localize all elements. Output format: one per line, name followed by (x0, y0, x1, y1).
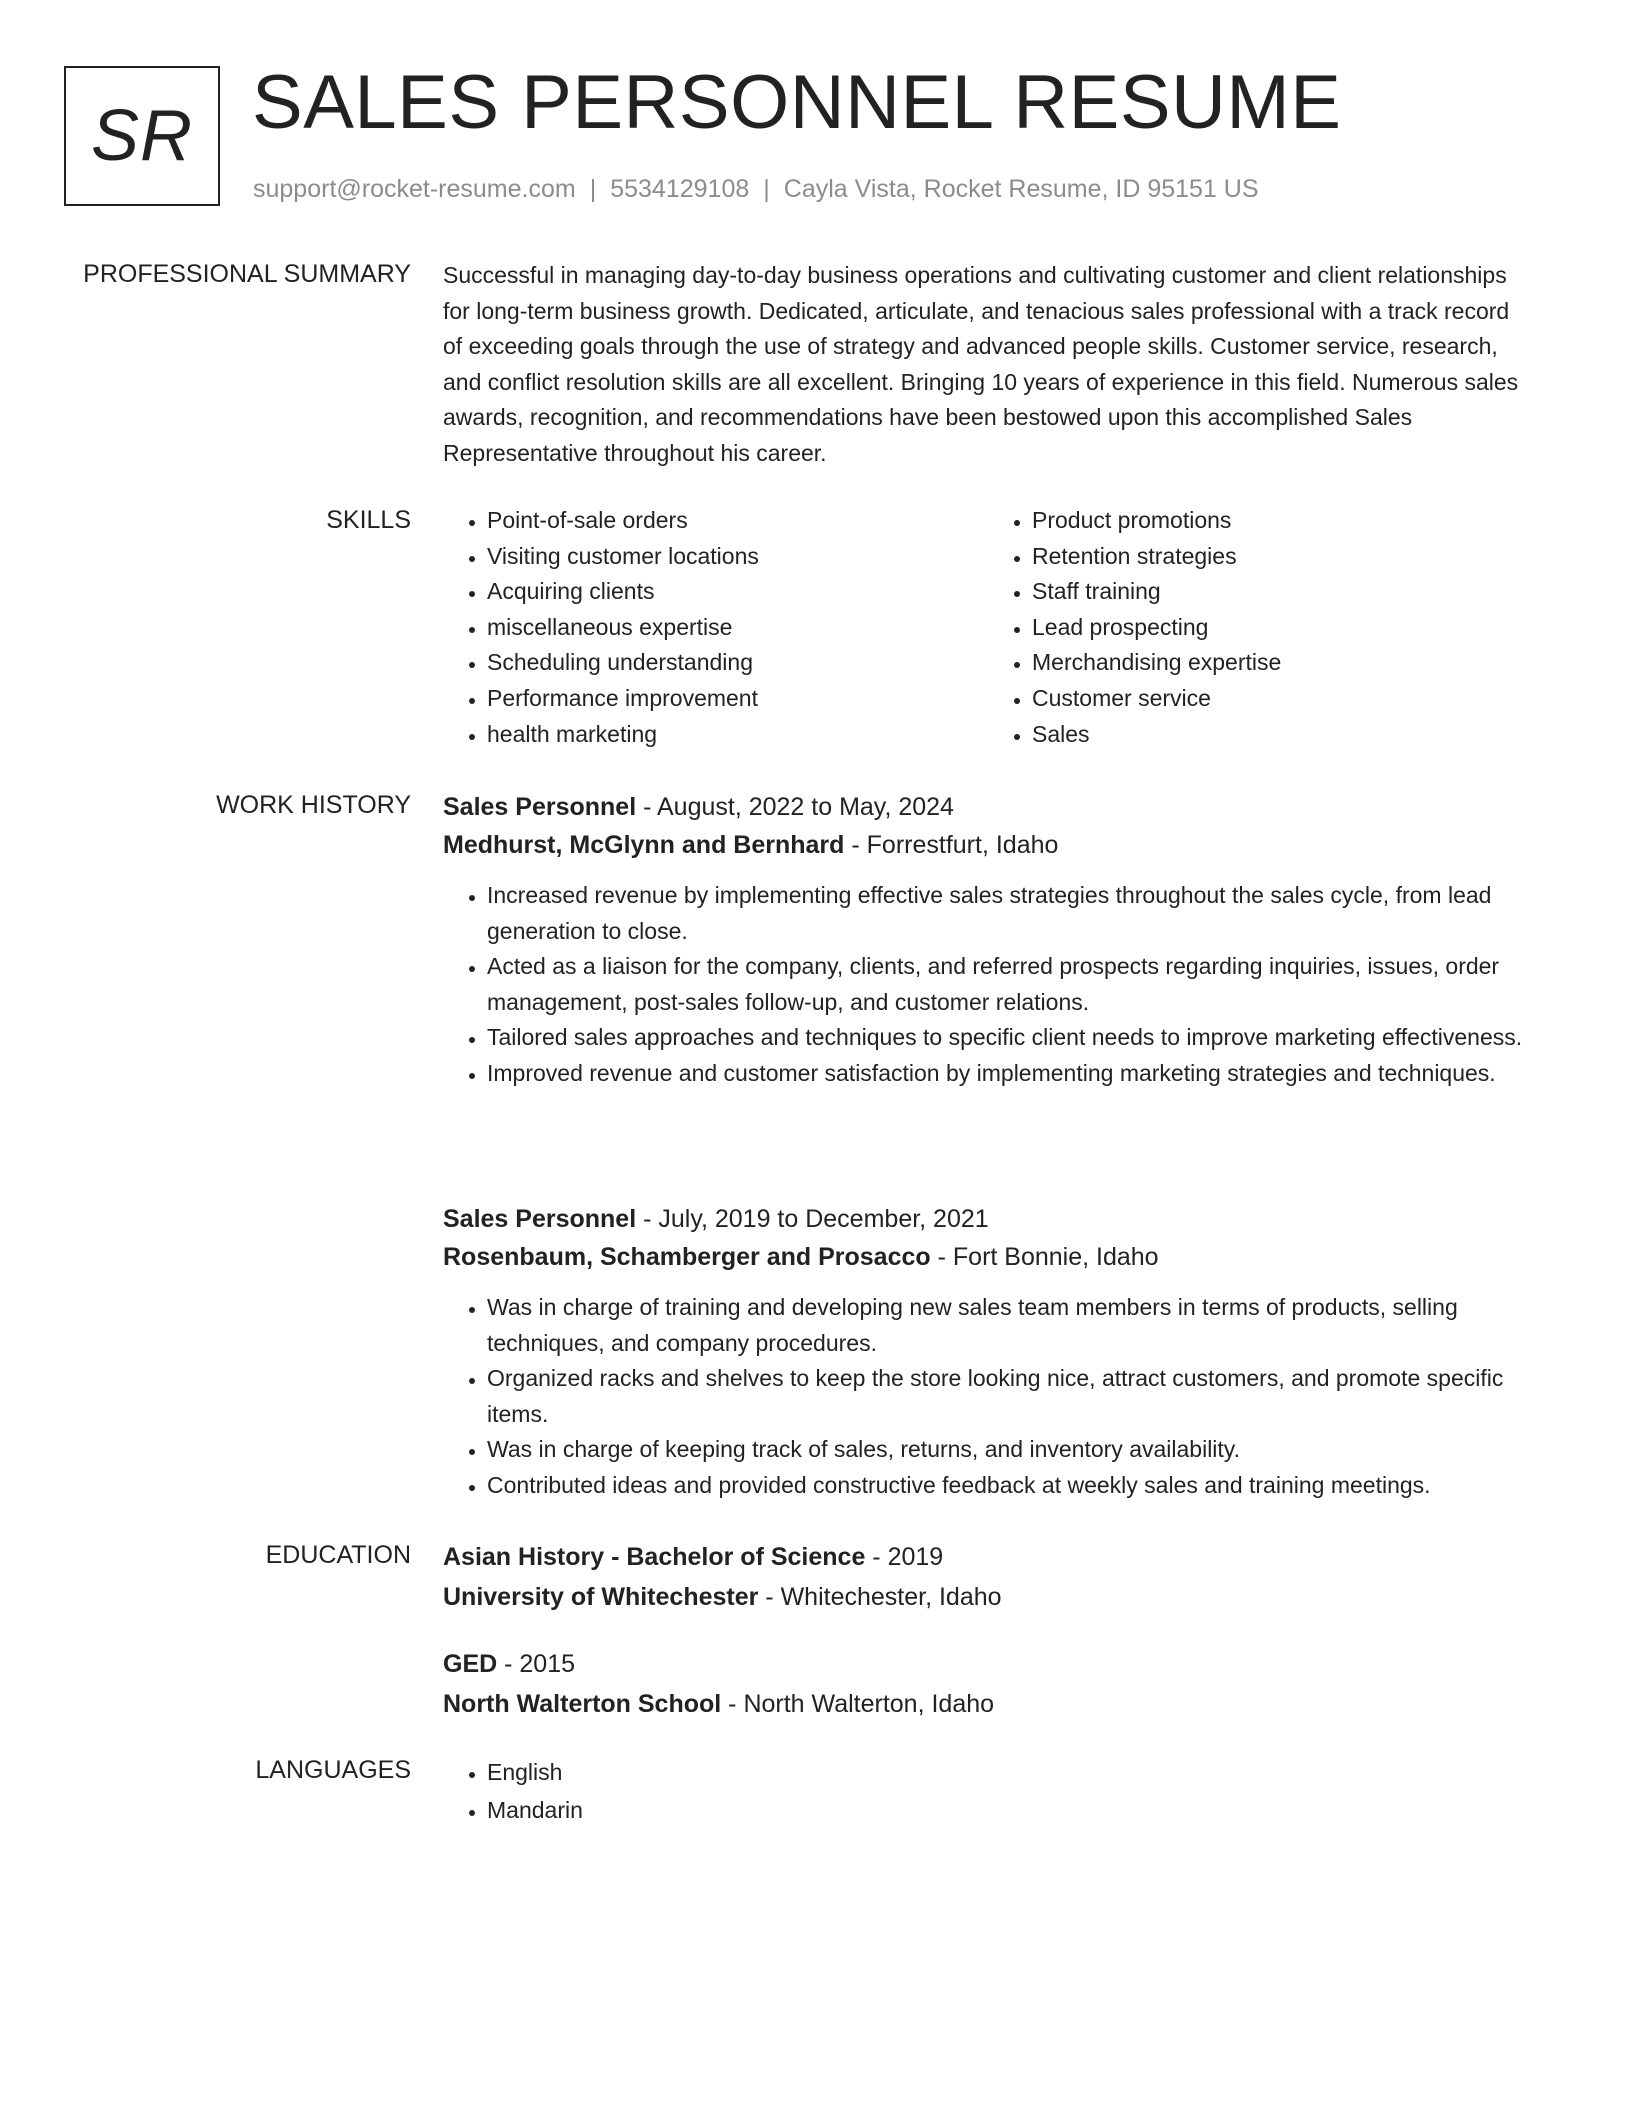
contact-separator: | (589, 175, 597, 203)
job-company: Medhurst, McGlynn and Bernhard (443, 831, 845, 859)
skills-list-right (988, 503, 1533, 752)
education-school-line (443, 1685, 1533, 1723)
skill-item: • Visiting customer locations (487, 539, 988, 575)
summary-text: Successful in managing day-to-day business operations and cultivating customer and client relationships for long-term business growth. Dedicated, articulate, and tenacious sales professional with a track record of exceeding goals through the use of strategy and advanced people skills. Customer service, research, and conflict resolution skills are all excellent. Bringing 10 years of experience in this field. Numerous sales awards, recognition, and recommendations have been bestowed upon this accomplished Sales Representative throughout his career. (443, 262, 1519, 466)
job-entry (443, 788, 1533, 1092)
resume-title: SALES PERSONNEL RESUME (252, 60, 1342, 145)
job-bullets (443, 1290, 1533, 1504)
contact-address: Cayla Vista, Rocket Resume, ID 95151 US (783, 175, 1259, 203)
skill-item: • Staff training (1032, 574, 1533, 610)
job-entry (443, 1200, 1533, 1504)
language-item: • Mandarin (487, 1791, 1533, 1829)
contact-email: support@rocket-resume.com (253, 175, 576, 203)
job-dates: - July, 2019 to December, 2021 (636, 1205, 989, 1233)
skill-item: • Lead prospecting (1032, 610, 1533, 646)
section-heading-education: EDUCATION (265, 1541, 411, 1569)
job-dates: - August, 2022 to May, 2024 (636, 793, 954, 821)
job-company-line (443, 826, 1533, 864)
education-degree: GED (443, 1650, 498, 1678)
job-bullet: • Acted as a liaison for the company, clients, and referred prospects regarding inquiries, issues, order management, post-sales follow-up, and customer relations. (487, 949, 1533, 1020)
job-title: Sales Personnel (443, 793, 637, 821)
language-item: • English (487, 1753, 1533, 1791)
job-bullet: • Improved revenue and customer satisfaction by implementing marketing strategies and techniques. (487, 1056, 1533, 1092)
education-entry (443, 1538, 1533, 1616)
contact-line (253, 172, 1259, 206)
skill-item: • Product promotions (1032, 503, 1533, 539)
education-school: University of Whitechester (443, 1583, 759, 1611)
job-title: Sales Personnel (443, 1205, 637, 1233)
job-bullet: • Tailored sales approaches and techniques to specific client needs to improve marketing effectiveness. (487, 1020, 1533, 1056)
languages-body (443, 1753, 1533, 1829)
job-bullet: • Increased revenue by implementing effective sales strategies throughout the sales cycle, from lead generation to close. (487, 878, 1533, 949)
education-location: - North Walterton, Idaho (721, 1690, 995, 1718)
skill-item: • Merchandising expertise (1032, 645, 1533, 681)
education-year: - 2019 (865, 1543, 944, 1571)
education-degree-line (443, 1538, 1533, 1576)
section-heading-languages: LANGUAGES (255, 1756, 411, 1784)
job-bullets (443, 878, 1533, 1092)
job-bullet: • Organized racks and shelves to keep the store looking nice, attract customers, and promote specific items. (487, 1361, 1533, 1432)
monogram-logo: SR (64, 66, 220, 206)
job-bullet: • Contributed ideas and provided constructive feedback at weekly sales and training meetings. (487, 1468, 1533, 1504)
education-body (443, 1538, 1533, 1718)
contact-separator: | (763, 175, 770, 203)
skill-item: • Sales (1032, 717, 1533, 753)
education-school-line (443, 1578, 1533, 1616)
education-degree-line (443, 1645, 1533, 1683)
section-heading-skills: SKILLS (326, 506, 411, 534)
skill-item: • Point-of-sale orders (487, 503, 988, 539)
skill-item: • Customer service (1032, 681, 1533, 717)
job-location: - Fort Bonnie, Idaho (930, 1243, 1159, 1271)
summary-body (443, 258, 1533, 472)
education-degree: Asian History - Bachelor of Science (443, 1543, 866, 1571)
skills-list-left (443, 503, 988, 752)
skill-item: • Performance improvement (487, 681, 988, 717)
education-year: - 2015 (497, 1650, 576, 1678)
section-heading-summary: PROFESSIONAL SUMMARY (83, 260, 411, 288)
languages-list (443, 1753, 1533, 1829)
job-company-line (443, 1238, 1533, 1276)
work-history-body (443, 788, 1533, 1498)
skill-item: • Retention strategies (1032, 539, 1533, 575)
skill-item: • miscellaneous expertise (487, 610, 988, 646)
job-title-line (443, 1200, 1533, 1238)
job-title-line (443, 788, 1533, 826)
job-company: Rosenbaum, Schamberger and Prosacco (443, 1243, 931, 1271)
skill-item: • Scheduling understanding (487, 645, 988, 681)
job-bullet: • Was in charge of keeping track of sales, returns, and inventory availability. (487, 1432, 1533, 1468)
section-heading-work: WORK HISTORY (216, 791, 411, 819)
education-school: North Walterton School (443, 1690, 722, 1718)
job-bullet: • Was in charge of training and developing new sales team members in terms of products, selling techniques, and company procedures. (487, 1290, 1533, 1361)
contact-phone: 5534129108 (610, 175, 750, 203)
skills-body (443, 503, 1533, 752)
skill-item: • health marketing (487, 717, 988, 753)
education-location: - Whitechester, Idaho (758, 1583, 1002, 1611)
skill-item: • Acquiring clients (487, 574, 988, 610)
education-entry (443, 1645, 1533, 1723)
job-location: - Forrestfurt, Idaho (844, 831, 1059, 859)
